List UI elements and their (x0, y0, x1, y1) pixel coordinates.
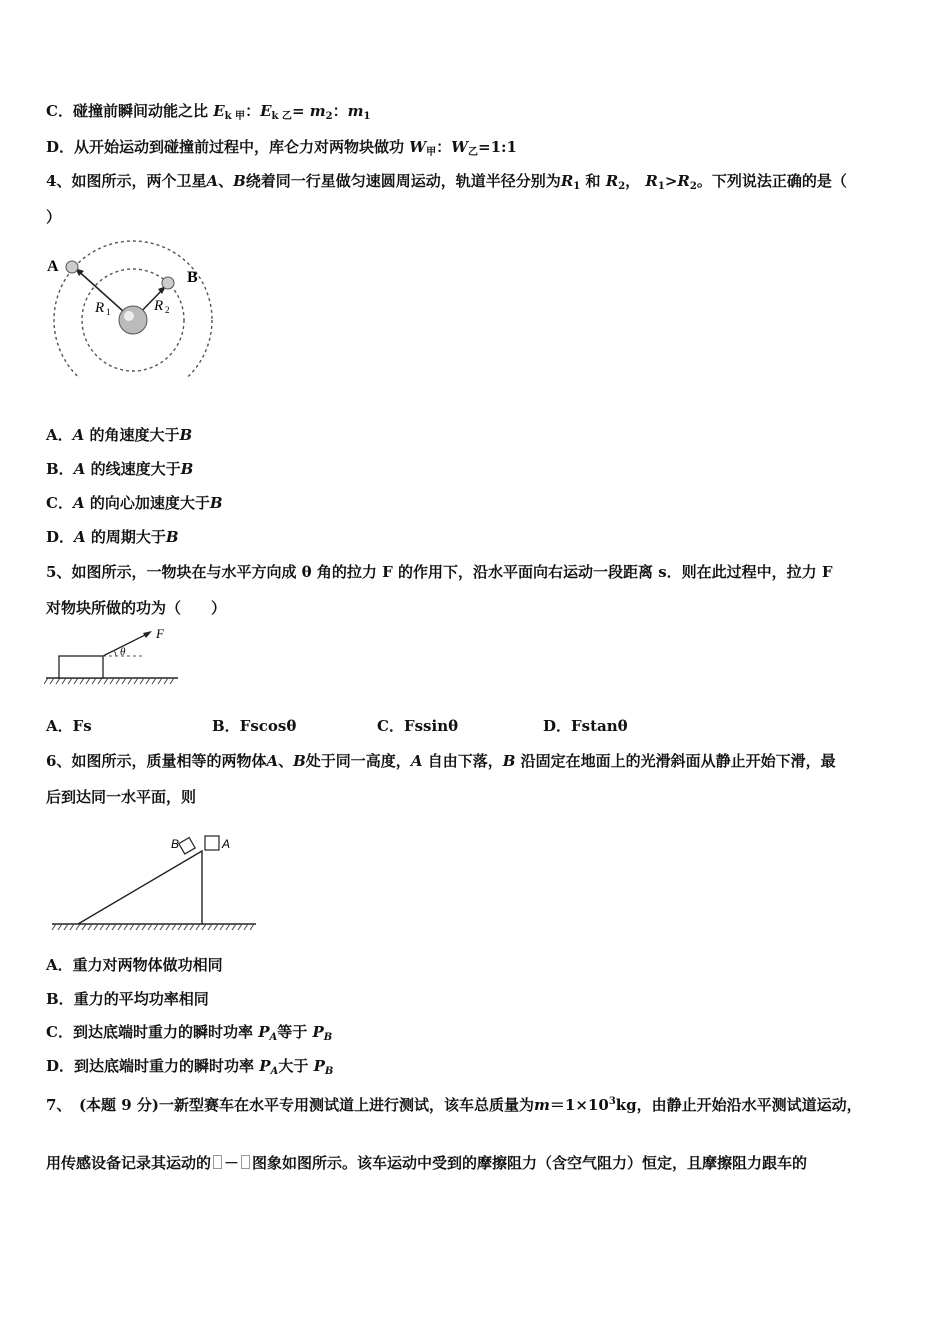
label-f: F (156, 626, 164, 641)
label-r2: R (154, 298, 164, 314)
label-theta: θ (120, 646, 126, 658)
satellite-b (162, 277, 174, 289)
force-line (103, 633, 149, 656)
label-b: B (187, 269, 198, 286)
planet-highlight (124, 311, 134, 321)
q5-block-figure (44, 624, 180, 686)
q4-orbit-figure (44, 236, 220, 378)
q7-stem-line1: 7、 (本题 9 分)一新型赛车在水平专用测试道上进行测试，该车总质量为$m=1\times 10^3kg$，由静止开始沿水平测试道运动， (46, 1096, 862, 1114)
missing-glyph-icon (213, 1155, 222, 1169)
missing-glyph-icon (241, 1155, 250, 1169)
q6-stem-line1: 6、如图所示，质量相等的两物体A、B处于同一高度，A 自由下落，B 沿固定在地面上的光滑斜面从静止开始下滑，最 (46, 752, 836, 770)
q5-option-a: A．Fs (46, 717, 92, 735)
theta-arc (114, 650, 116, 656)
q6-option-b: B．重力的平均功率相同 (46, 990, 209, 1008)
label-r1-sub: 1 (106, 307, 111, 317)
q5-stem-line2: 对物块所做的功为（ ） (46, 599, 227, 617)
q6-option-a: A．重力对两物体做功相同 (46, 956, 223, 974)
q4-stem-line2: ） (46, 208, 62, 226)
q3-option-d: D．从开始运动到碰撞前过程中，库仑力对两物块做功 $W_甲$：$W_乙=1:1$ (46, 138, 517, 158)
incline (78, 851, 202, 924)
block (59, 656, 103, 678)
label-a: A (222, 837, 231, 851)
q5-option-b: B．Fscosθ (212, 717, 297, 735)
ground-hatch (52, 924, 254, 930)
q6-incline-figure (50, 829, 260, 933)
ground-hatch (44, 678, 174, 684)
q6-option-c: C．到达底端时重力的瞬时功率 $P_A$等于 $P_B$ (46, 1023, 333, 1043)
label-r2-sub: 2 (165, 305, 170, 315)
q4-option-a: A．A 的角速度大于B (46, 426, 193, 444)
q4-stem-line1: 4、如图所示，两个卫星A、B绕着同一行星做匀速圆周运动，轨道半径分别为$R_1$ 和 $R_2$， $R_1>R_2$。下列说法正确的是（ (46, 172, 847, 192)
q6-option-d: D．到达底端时重力的瞬时功率 $P_A$大于 $P_B$ (46, 1057, 334, 1077)
q5-stem-line1: 5、如图所示，一物块在与水平方向成 θ 角的拉力 F 的作用下，沿水平面向右运动一段距离 s．则在此过程中，拉力 F (46, 563, 833, 581)
q4-option-b: B．A 的线速度大于B (46, 460, 194, 478)
q5-option-d: D．Fstanθ (543, 717, 628, 735)
q6-stem-line2: 后到达同一水平面，则 (46, 788, 197, 806)
force-arrowhead (143, 631, 152, 638)
planet (119, 306, 147, 334)
label-b: B (171, 837, 180, 851)
q3-option-c: C．碰撞前瞬间动能之比 $E_{k 甲}$：$E_{k 乙}= m_2$：$m_1$ (46, 102, 371, 122)
block-a (205, 836, 219, 850)
label-a: A (47, 258, 59, 275)
q4-option-c: C．A 的向心加速度大于B (46, 494, 223, 512)
q7-stem-line2: 用传感设备记录其运动的 － 图象如图所示。该车运动中受到的摩擦阻力（含空气阻力）恒定，且摩擦阻力跟车的 (46, 1154, 808, 1172)
q4-option-d: D．A 的周期大于B (46, 528, 179, 546)
block-b (179, 838, 195, 854)
q5-option-c: C．Fssinθ (377, 717, 459, 735)
satellite-a (66, 261, 78, 273)
label-r1: R (95, 300, 105, 316)
